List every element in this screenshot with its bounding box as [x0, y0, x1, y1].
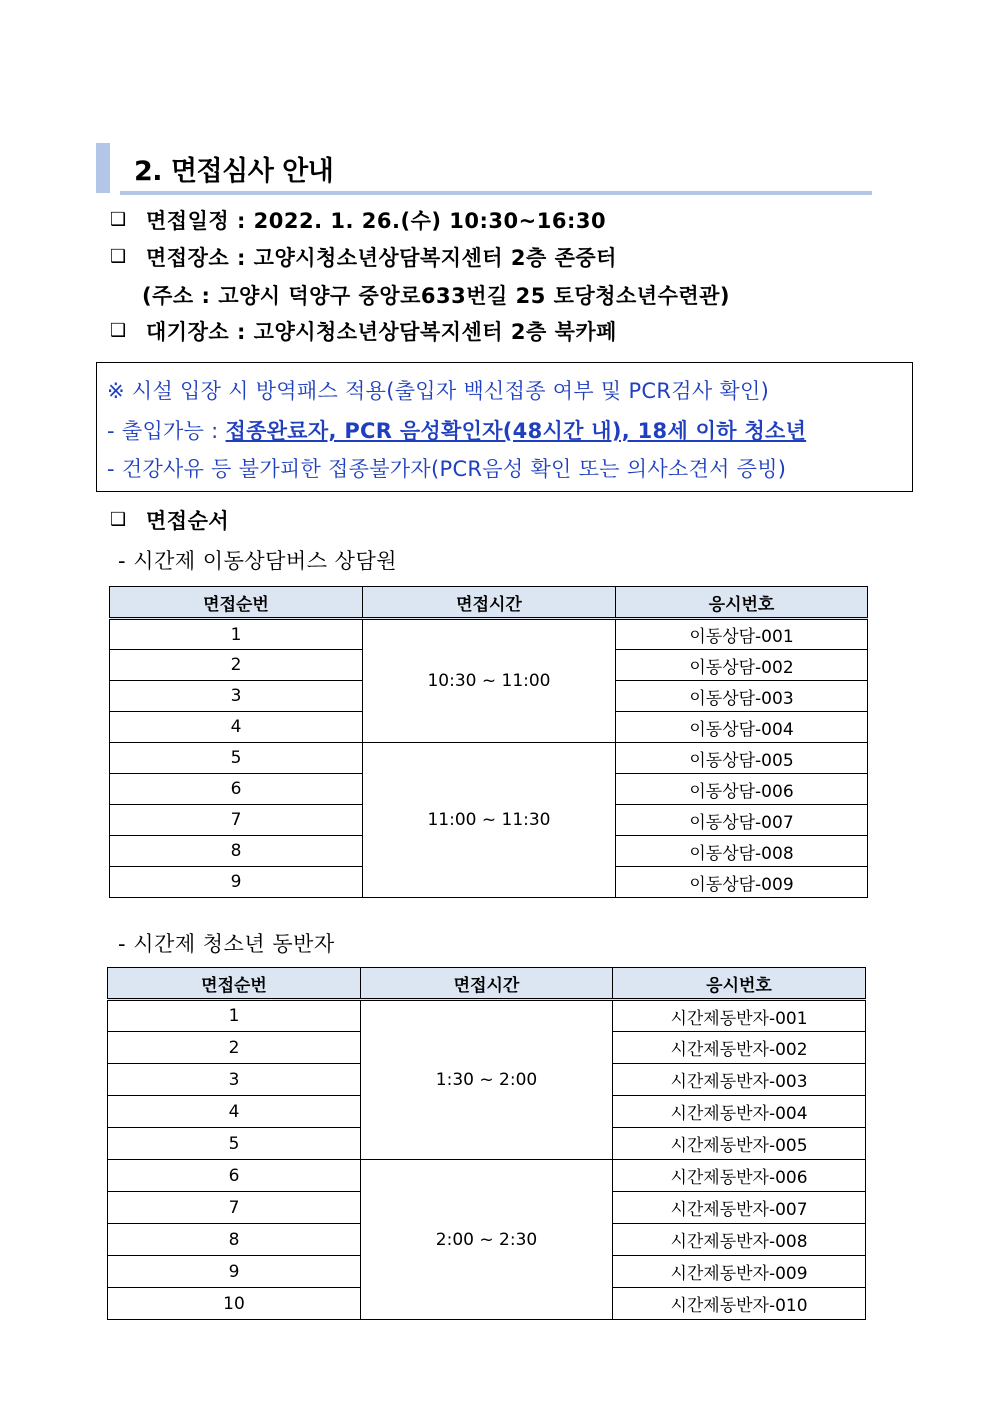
- column-header-order: 면접순번: [108, 968, 361, 1000]
- bullet-square-icon: ❑: [110, 209, 127, 230]
- order-number-cell: 1: [108, 1000, 361, 1032]
- bullet-square-icon: ❑: [110, 246, 127, 267]
- interview-time-cell: 11:00 ~ 11:30: [363, 743, 616, 898]
- column-header-applicant-id: 응시번호: [616, 587, 868, 619]
- schedule-line: 면접일정 : 2022. 1. 26.(수) 10:30~16:30: [146, 209, 607, 233]
- notice-line-2-emphasis: 접종완료자, PCR 음성확인자(48시간 내), 18세 이하 청소년: [225, 419, 807, 443]
- venue-line: 면접장소 : 고양시청소년상담복지센터 2층 존중터: [146, 246, 617, 270]
- order-number-cell: 4: [108, 1096, 361, 1128]
- order-number-cell: 8: [110, 836, 363, 867]
- applicant-id-cell: 시간제동반자-001: [613, 1000, 866, 1032]
- order-number-cell: 2: [108, 1032, 361, 1064]
- section-header: [96, 143, 872, 195]
- interview-order-table-mobile-counselor: [109, 586, 868, 898]
- section-accent-bar: [96, 143, 110, 193]
- order-number-cell: 5: [108, 1128, 361, 1160]
- applicant-id-cell: 이동상담-009: [616, 867, 868, 898]
- order-number-cell: 1: [110, 619, 363, 650]
- applicant-id-cell: 이동상담-008: [616, 836, 868, 867]
- group-2-subtitle: - 시간제 청소년 동반자: [118, 932, 335, 956]
- order-number-cell: 9: [108, 1256, 361, 1288]
- order-number-cell: 3: [110, 681, 363, 712]
- order-heading: 면접순서: [146, 509, 230, 533]
- applicant-id-cell: 이동상담-004: [616, 712, 868, 743]
- applicant-id-cell: 이동상담-001: [616, 619, 868, 650]
- bullet-square-icon: ❑: [110, 320, 127, 341]
- order-number-cell: 10: [108, 1288, 361, 1320]
- notice-line-2: [107, 415, 806, 445]
- column-header-time: 면접시간: [361, 968, 613, 1000]
- section-underline: [120, 191, 872, 195]
- interview-time-cell: 2:00 ~ 2:30: [361, 1160, 613, 1320]
- notice-line-2-prefix: - 출입가능 :: [107, 419, 226, 443]
- order-number-cell: 6: [110, 774, 363, 805]
- notice-box: [96, 362, 913, 492]
- applicant-id-cell: 시간제동반자-009: [613, 1256, 866, 1288]
- table-row: [110, 743, 868, 774]
- order-number-cell: 8: [108, 1224, 361, 1256]
- order-number-cell: 7: [108, 1192, 361, 1224]
- applicant-id-cell: 이동상담-006: [616, 774, 868, 805]
- interview-time-cell: 10:30 ~ 11:00: [363, 619, 616, 743]
- applicant-id-cell: 시간제동반자-007: [613, 1192, 866, 1224]
- waiting-line: 대기장소 : 고양시청소년상담복지센터 2층 북카페: [146, 320, 617, 344]
- order-number-cell: 6: [108, 1160, 361, 1192]
- applicant-id-cell: 시간제동반자-002: [613, 1032, 866, 1064]
- applicant-id-cell: 이동상담-005: [616, 743, 868, 774]
- order-number-cell: 2: [110, 650, 363, 681]
- interview-order-table-youth-companion: [107, 967, 866, 1320]
- applicant-id-cell: 시간제동반자-005: [613, 1128, 866, 1160]
- notice-line-1: ※ 시설 입장 시 방역패스 적용(출입자 백신접종 여부 및 PCR검사 확인): [107, 379, 770, 403]
- group-1-subtitle: - 시간제 이동상담버스 상담원: [118, 549, 398, 573]
- bullet-square-icon: ❑: [110, 509, 127, 530]
- applicant-id-cell: 시간제동반자-003: [613, 1064, 866, 1096]
- order-number-cell: 3: [108, 1064, 361, 1096]
- applicant-id-cell: 시간제동반자-004: [613, 1096, 866, 1128]
- order-number-cell: 7: [110, 805, 363, 836]
- notice-line-3: - 건강사유 등 불가피한 접종불가자(PCR음성 확인 또는 의사소견서 증빙): [107, 457, 787, 481]
- applicant-id-cell: 이동상담-007: [616, 805, 868, 836]
- order-number-cell: 9: [110, 867, 363, 898]
- table-row: [108, 1160, 866, 1192]
- applicant-id-cell: 이동상담-002: [616, 650, 868, 681]
- applicant-id-cell: 시간제동반자-006: [613, 1160, 866, 1192]
- applicant-id-cell: 이동상담-003: [616, 681, 868, 712]
- section-title: 2. 면접심사 안내: [134, 156, 334, 187]
- applicant-id-cell: 시간제동반자-008: [613, 1224, 866, 1256]
- column-header-applicant-id: 응시번호: [613, 968, 866, 1000]
- column-header-order: 면접순번: [110, 587, 363, 619]
- applicant-id-cell: 시간제동반자-010: [613, 1288, 866, 1320]
- order-number-cell: 5: [110, 743, 363, 774]
- table-row: [110, 619, 868, 650]
- table-row: [108, 1000, 866, 1032]
- interview-time-cell: 1:30 ~ 2:00: [361, 1000, 613, 1160]
- address-line: (주소 : 고양시 덕양구 중앙로633번길 25 토당청소년수련관): [142, 284, 731, 308]
- order-number-cell: 4: [110, 712, 363, 743]
- column-header-time: 면접시간: [363, 587, 616, 619]
